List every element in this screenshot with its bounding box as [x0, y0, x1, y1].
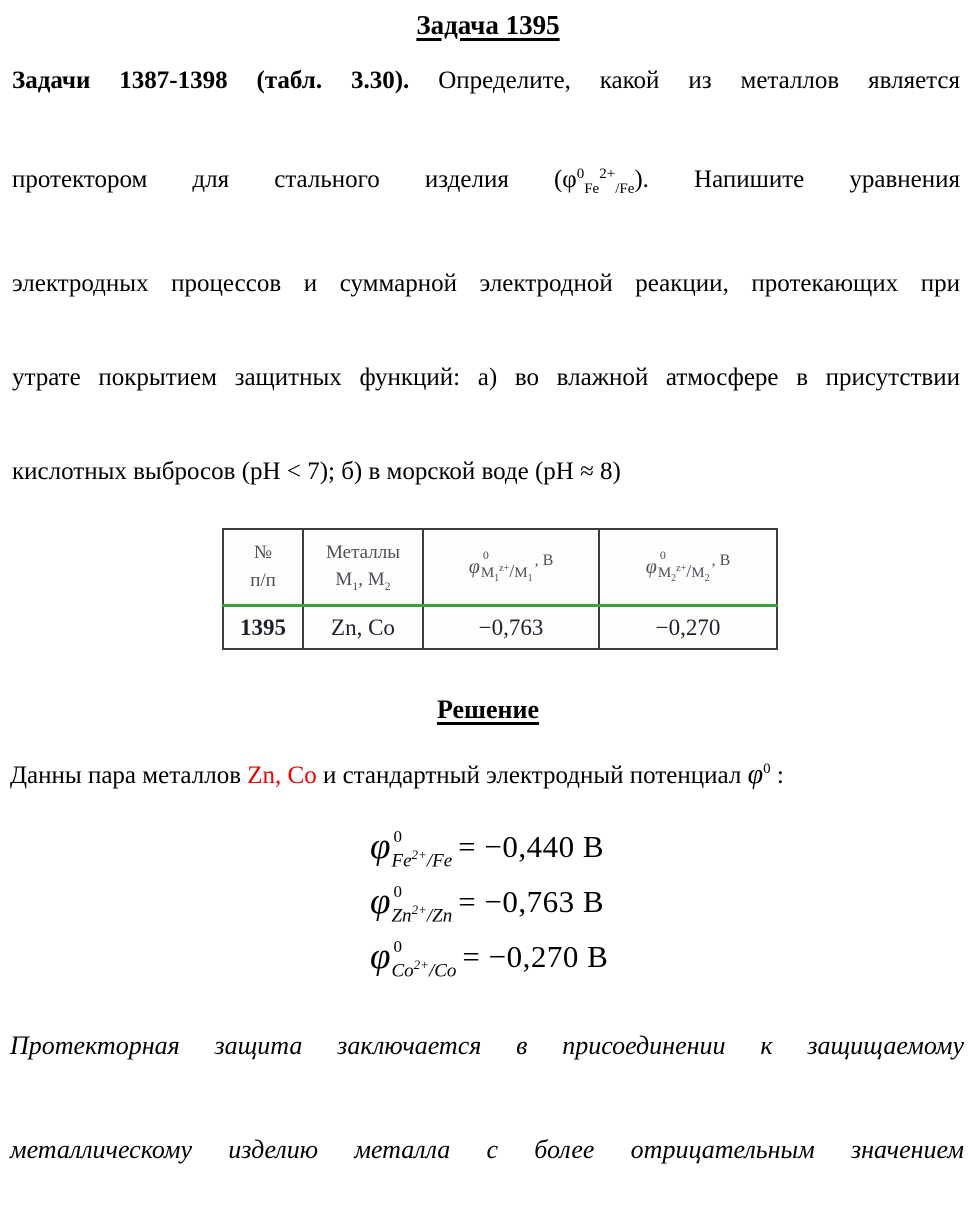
given-mid: и стандартный электродный потенциал — [316, 762, 748, 789]
equation-value: = −0,270 В — [462, 938, 609, 974]
given-colon: : — [770, 762, 784, 789]
table-data-row — [223, 606, 777, 650]
equation-fe: φ 0 $Fe^{2+}/Fe$ = −0,440 В — [370, 826, 605, 872]
potentials-table — [222, 528, 778, 650]
header-number-label: п/п — [250, 570, 276, 591]
given-line — [10, 751, 976, 794]
given-pre: Данны пара металлов — [10, 762, 248, 789]
phi-superscript-zero: 0 — [576, 166, 585, 182]
header-number-symbol: № — [253, 542, 273, 564]
phi-zero-superscript: 0 — [763, 761, 771, 777]
phi-superscript-charge: 2+ — [599, 166, 616, 182]
equation-zn: φ 0 $Zn^{2+}/Zn$ = −0,763 В — [370, 881, 605, 927]
cell-problem-number: 1395 — [223, 606, 303, 650]
document-page — [0, 6, 976, 1164]
phi-subscript-fe: Fe — [584, 181, 600, 197]
cell-potential-1: −0,763 — [423, 606, 599, 650]
problem-statement — [12, 57, 960, 495]
note-line-2: металлическому изделию металла с более отрицательным значением — [10, 1135, 964, 1164]
header-cell-potential-2 — [599, 529, 777, 606]
header-metals-symbols: $M_1$, $M_2$ — [335, 569, 391, 593]
phi-symbol: φ — [370, 881, 391, 922]
statement-line-1-rest: Определите, какой из металлов является — [438, 67, 961, 94]
metals-highlight: Zn, Co — [247, 762, 317, 789]
equation-value: = −0,440 В — [458, 828, 605, 864]
header-cell-metals — [303, 529, 423, 606]
equations-block — [370, 819, 976, 984]
note-line-1: Протекторная защита заключается в присоединении к защищаемому — [10, 1031, 964, 1060]
solution-heading: Решение — [436, 695, 540, 724]
phi-symbol: φ — [370, 936, 391, 977]
phi-subscript-slash-fe: /Fe — [615, 181, 635, 197]
table-header-row — [223, 529, 777, 606]
statement-line-3: электродных процессов и суммарной электродной реакции, протекающих при — [12, 270, 960, 297]
note-paragraph — [10, 1020, 964, 1228]
equation-value: = −0,763 В — [458, 883, 605, 919]
statement-line-1 — [12, 57, 960, 151]
header-metals-label: Металлы — [326, 541, 400, 563]
equation-co: φ 0 $Co^{2+}/Co$ = −0,270 В — [370, 936, 609, 982]
statement-line-4: утрате покрытием защитных функций: а) во влажной атмосфере в присутствии — [12, 364, 960, 391]
cell-potential-2: −0,270 — [599, 606, 777, 650]
statement-line-2 — [12, 151, 960, 260]
potential-2-formula: φ 0 $M_2^{z+}/M_2$ , В — [645, 548, 731, 585]
header-cell-potential-1 — [423, 529, 599, 606]
statement-lead-bold: Задачи 1387-1398 (табл. 3.30). — [12, 67, 439, 94]
phi-symbol: φ — [747, 759, 764, 790]
page-title: Задача 1395 — [416, 10, 560, 40]
statement-line-2-post: ). Напишите уравнения — [634, 166, 961, 193]
header-cell-number — [223, 529, 303, 606]
statement-line-5: кислотных выбросов (pH < 7); б) в морской воде (pH ≈ 8) — [12, 458, 621, 485]
phi-symbol: φ — [370, 826, 391, 867]
potential-1-formula: φ 0 $M_1^{z+}/M_1$ , В — [468, 548, 554, 585]
statement-line-2-pre: протектором для стального изделия (φ — [12, 166, 577, 193]
cell-metals-pair: Zn, Co — [303, 606, 423, 650]
